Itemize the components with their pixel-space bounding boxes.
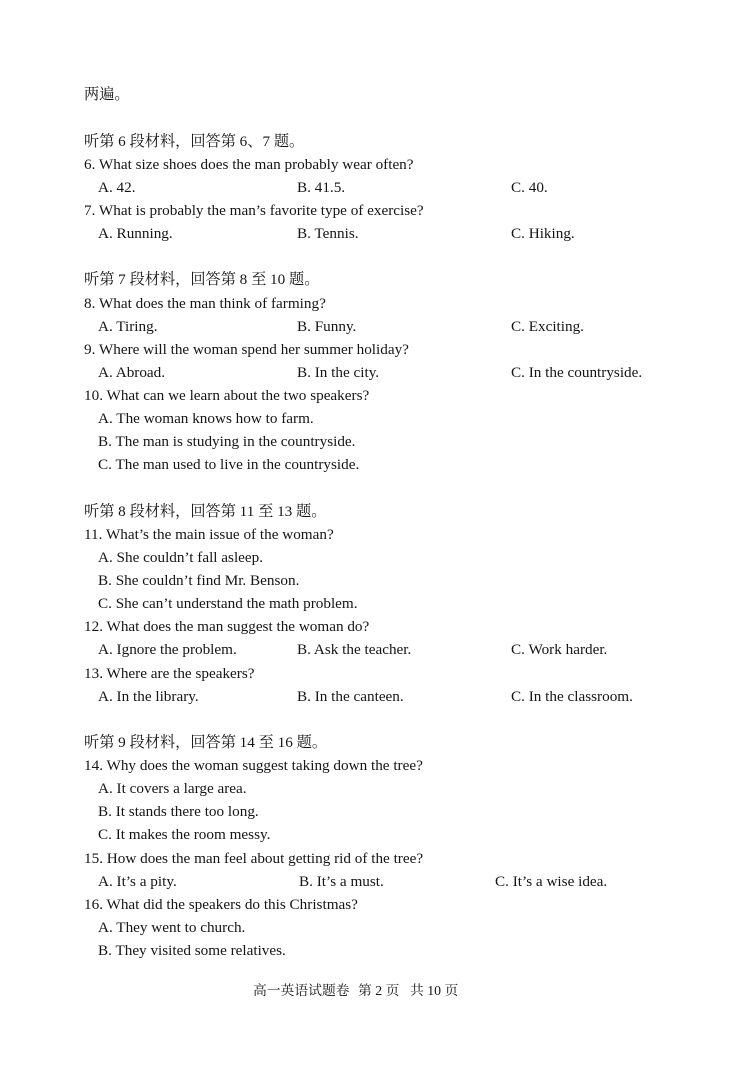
question-7 — [0, 199, 756, 245]
page-body — [0, 83, 756, 962]
spacer — [0, 477, 756, 500]
option-line — [0, 592, 756, 615]
option-c: C. In the countryside. — [511, 363, 643, 381]
section-heading-line — [0, 268, 756, 291]
option-b: B. Tennis. — [297, 225, 359, 243]
question-stem: 12. What does the man suggest the woman do? — [84, 618, 370, 636]
option-b: B. It’s a must. — [299, 872, 384, 890]
option-b: B. In the canteen. — [297, 687, 404, 705]
option-a: A. It’s a pity. — [98, 872, 177, 890]
question-stem-line — [0, 754, 756, 777]
question-16 — [0, 893, 756, 962]
question-stem: 10. What can we learn about the two speakers? — [84, 387, 370, 405]
option-c: C. It’s a wise idea. — [495, 872, 608, 890]
question-stem-line — [0, 292, 756, 315]
option-line — [0, 430, 756, 453]
section-heading: 听第 8 段材料，回答第 11 至 13 题。 — [84, 502, 327, 520]
question-stem-line — [0, 523, 756, 546]
question-stem: 7. What is probably the man’s favorite type of exercise? — [84, 202, 424, 220]
option-row — [0, 685, 756, 708]
question-11 — [0, 523, 756, 616]
footer-page-total: 共 10 页 — [410, 983, 459, 998]
question-stem-line — [0, 153, 756, 176]
section-heading-line — [0, 731, 756, 754]
option-b: B. Funny. — [297, 317, 357, 335]
option-a: A. Abroad. — [98, 363, 166, 381]
option-a: A. They went to church. — [98, 918, 246, 936]
question-12 — [0, 615, 756, 661]
option-c: C. Work harder. — [511, 641, 608, 659]
section-heading: 听第 7 段材料，回答第 8 至 10 题。 — [84, 271, 320, 289]
option-a: A. The woman knows how to farm. — [98, 410, 314, 428]
option-b: B. The man is studying in the countryside. — [98, 433, 356, 451]
section-heading: 听第 9 段材料，回答第 14 至 16 题。 — [84, 733, 327, 751]
option-b: B. They visited some relatives. — [98, 942, 286, 960]
option-line — [0, 453, 756, 476]
option-b: B. She couldn’t find Mr. Benson. — [98, 572, 300, 590]
option-c: C. Hiking. — [511, 225, 575, 243]
question-stem: 14. Why does the woman suggest taking down the tree? — [84, 757, 423, 775]
option-line — [0, 823, 756, 846]
option-line — [0, 569, 756, 592]
question-10 — [0, 384, 756, 477]
question-stem-line — [0, 847, 756, 870]
option-b: B. Ask the teacher. — [297, 641, 412, 659]
question-8 — [0, 292, 756, 338]
listening-section-6 — [0, 130, 756, 246]
option-c: C. 40. — [511, 178, 548, 196]
question-stem-line — [0, 199, 756, 222]
option-b: B. It stands there too long. — [98, 803, 259, 821]
option-b: B. In the city. — [297, 363, 380, 381]
option-line — [0, 407, 756, 430]
option-row — [0, 361, 756, 384]
question-stem: 11. What’s the main issue of the woman? — [84, 525, 334, 543]
option-row — [0, 222, 756, 245]
question-9 — [0, 338, 756, 384]
question-13 — [0, 662, 756, 708]
option-line — [0, 777, 756, 800]
section-heading-line — [0, 500, 756, 523]
spacer — [0, 708, 756, 731]
option-row — [0, 315, 756, 338]
continuation-line — [0, 83, 756, 106]
option-a: A. Running. — [98, 225, 173, 243]
option-a: A. It covers a large area. — [98, 780, 247, 798]
question-stem: 8. What does the man think of farming? — [84, 294, 326, 312]
footer-page-number: 第 2 页 — [358, 983, 400, 998]
option-a: A. In the library. — [98, 687, 199, 705]
question-stem: 15. How does the man feel about getting rid of the tree? — [84, 849, 424, 867]
option-row — [0, 870, 756, 893]
question-stem: 16. What did the speakers do this Christmas? — [84, 895, 358, 913]
question-stem-line — [0, 615, 756, 638]
listening-section-9 — [0, 731, 756, 962]
question-14 — [0, 754, 756, 847]
option-line — [0, 546, 756, 569]
footer-title: 高一英语试题卷 — [253, 983, 350, 998]
option-row — [0, 638, 756, 661]
spacer — [0, 245, 756, 268]
listening-section-8 — [0, 500, 756, 708]
continuation-text: 两遍。 — [84, 86, 130, 104]
option-c: C. The man used to live in the countryside. — [98, 456, 360, 474]
question-stem: 13. Where are the speakers? — [84, 664, 255, 682]
option-b: B. 41.5. — [297, 178, 346, 196]
section-heading-line — [0, 130, 756, 153]
option-line — [0, 916, 756, 939]
option-line — [0, 939, 756, 962]
option-row — [0, 176, 756, 199]
option-c: C. She can’t understand the math problem. — [98, 595, 358, 613]
option-c: C. It makes the room messy. — [98, 826, 271, 844]
question-stem-line — [0, 338, 756, 361]
option-a: A. 42. — [98, 178, 136, 196]
listening-section-7 — [0, 268, 756, 476]
question-stem-line — [0, 662, 756, 685]
question-stem: 9. Where will the woman spend her summer holiday? — [84, 340, 409, 358]
section-heading: 听第 6 段材料，回答第 6、7 题。 — [84, 132, 305, 150]
option-a: A. Tiring. — [98, 317, 158, 335]
question-stem-line — [0, 893, 756, 916]
question-stem-line — [0, 384, 756, 407]
question-6 — [0, 153, 756, 199]
question-15 — [0, 847, 756, 893]
page-footer — [0, 980, 756, 1002]
question-stem: 6. What size shoes does the man probably wear often? — [84, 155, 414, 173]
option-c: C. In the classroom. — [511, 687, 633, 705]
option-a: A. Ignore the problem. — [98, 641, 237, 659]
option-a: A. She couldn’t fall asleep. — [98, 548, 264, 566]
option-line — [0, 800, 756, 823]
option-c: C. Exciting. — [511, 317, 584, 335]
spacer — [0, 107, 756, 130]
